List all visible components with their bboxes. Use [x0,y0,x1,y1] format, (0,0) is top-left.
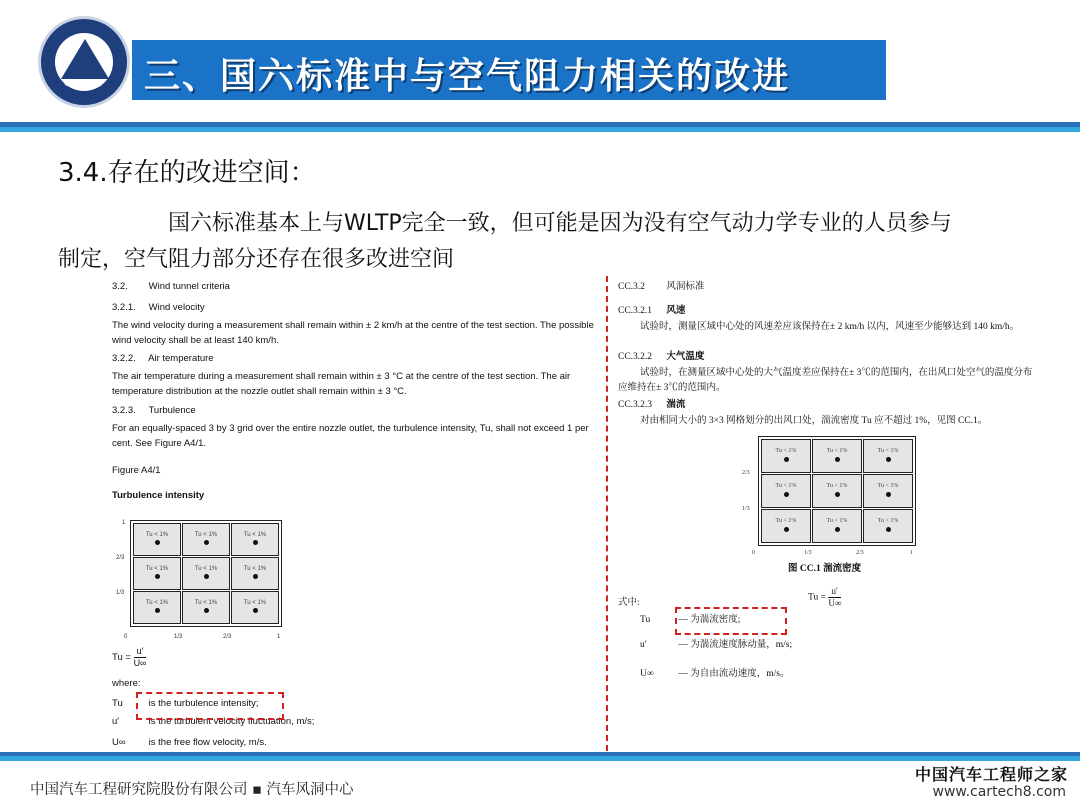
section-heading [112,403,196,418]
highlight-box [675,607,787,635]
section-heading [112,279,230,294]
column-divider [606,276,608,751]
watermark-url: www.cartech8.com [932,784,1066,800]
logo-text: CAERI [64,79,104,89]
section-title: Wind velocity [148,302,205,313]
y-tick: 2/3 [742,470,750,476]
grid-cell: Tu < 1% [761,474,811,508]
tu-formula: Tu = $\frac{u'}{U\infty}$ [808,586,842,608]
grid-cell: Tu < 1% [761,439,811,473]
turbulence-grid [758,436,916,546]
grid-cell: Tu < 1% [231,557,279,590]
section-number: 3.2.2. [112,353,136,364]
logo-triangle-icon [61,39,109,79]
section-heading [112,351,214,366]
watermark-brand: 中国汽车工程师之家 [914,765,1068,784]
definition-row: Tu — 为湍流密度; [640,615,741,625]
grid-cell: Tu < 1% [812,509,862,543]
x-tick: 1/3 [174,634,183,640]
section-number: 3.2. [112,281,128,292]
x-tick: 1 [277,634,281,640]
section-title: Air temperature [148,353,214,364]
section-heading: CC.3.2.1 风速 [618,306,686,316]
paragraph-line-1: 国六标准基本上与WLTP完全一致，但可能是因为没有空气动力学专业的人员参与 [168,211,952,236]
section-subheading: 3.4.存在的改进空间： [58,158,316,188]
x-tick: 2/3 [223,634,232,640]
where-label: 式中: [618,598,640,608]
grid-cell: Tu < 1% [863,474,913,508]
section-title: Turbulence [148,405,196,416]
grid-cell: Tu < 1% [231,591,279,624]
section-number: 3.2.1. [112,302,136,313]
section-body: 试验时，在测量区域中心处的大气温度差应保持在± 3℃的范围内，在出风口处空气的温度分布应维持在± 3℃的范围内。 [618,368,1033,393]
y-tick: 1 [122,520,126,526]
definition-row: U∞ is the free flow velocity, m/s. [112,737,267,748]
grid-cell: Tu < 1% [182,591,230,624]
title-bar [132,40,886,100]
caeri-logo [38,16,130,108]
section-body: 对由相同大小的 3×3 网格划分的出风口处，湍流密度 Tu 应不超过 1%，见图 CC.1。 [640,416,988,426]
tu-formula: Tu = $\frac{u'}{U\infty}$ [112,646,147,668]
grid-cell: Tu < 1% [863,509,913,543]
slide-header [0,0,1080,125]
y-tick: 1/3 [742,506,750,512]
intro-paragraph [58,206,1038,278]
x-tick: 1 [910,550,913,556]
definition-row: u′ — 为湍流速度脉动量，m/s; [640,640,793,650]
section-number: 3.2.3. [112,405,136,416]
section-heading [112,300,205,315]
slide-title: 三、国六标准中与空气阻力相关的改进 [144,56,791,97]
figure-caption: 图 CC.1 湍流密度 [788,564,862,574]
section-body: 试验时，测量区域中心处的风速差应该保持在± 2 km/h 以内，风速至少能够达到 140 km/h。 [640,322,1020,332]
figure-title: Turbulence intensity [112,490,205,501]
x-tick: 1/3 [804,550,812,556]
grid-cell: Tu < 1% [863,439,913,473]
grid-cell: Tu < 1% [812,474,862,508]
section-heading: CC.3.2.2 大气温度 [618,352,705,362]
grid-cell: Tu < 1% [182,557,230,590]
grid-cell: Tu < 1% [133,523,181,556]
definition-row: U∞ — 为自由流动速度，m/s。 [640,669,790,679]
section-heading: CC.3.2 风洞标准 [618,282,705,292]
y-tick: 2/3 [116,555,125,561]
figure-label: Figure A4/1 [112,465,161,476]
grid-cell: Tu < 1% [231,523,279,556]
section-heading: CC.3.2.3 湍流 [618,400,686,410]
grid-cell: Tu < 1% [133,557,181,590]
section-body: The wind velocity during a measurement shall remain within ± 2 km/h at the centre of the test section. The possible wind velocity shall be at least 140 km/h. [112,320,594,346]
paragraph-line-2: 制定，空气阻力部分还存在很多改进空间 [58,247,455,272]
where-label: where: [112,678,141,689]
definition-row: Tu is the turbulence intensity; [112,698,259,709]
grid-cell: Tu < 1% [133,591,181,624]
header-stripe [0,122,1080,132]
grid-cell: Tu < 1% [812,439,862,473]
section-title: Wind tunnel criteria [148,281,230,292]
grid-cell: Tu < 1% [761,509,811,543]
x-tick: 2/3 [856,550,864,556]
definition-row: u′ is the turbulent velocity fluctuation, m/s; [112,716,315,727]
document-comparison [108,276,1038,751]
y-tick: 1/3 [116,590,125,596]
turbulence-grid [130,520,282,627]
highlight-box [136,692,284,720]
x-tick: 0 [124,634,128,640]
section-body: The air temperature during a measurement shall remain within ± 3 °C at the centre of the test section. The air temperature distribution at the nozzle outlet shall remain within ± 3 °C. [112,371,571,397]
section-body: For an equally-spaced 3 by 3 grid over the entire nozzle outlet, the turbulence intensity, Tu, shall not exceed 1 per cent. See Figure A4/1. [112,423,589,449]
footer-organization: 中国汽车工程研究院股份有限公司 ▪ 汽车风洞中心 [30,782,354,798]
grid-cell: Tu < 1% [182,523,230,556]
x-tick: 0 [752,550,755,556]
footer-stripe [0,752,1080,761]
